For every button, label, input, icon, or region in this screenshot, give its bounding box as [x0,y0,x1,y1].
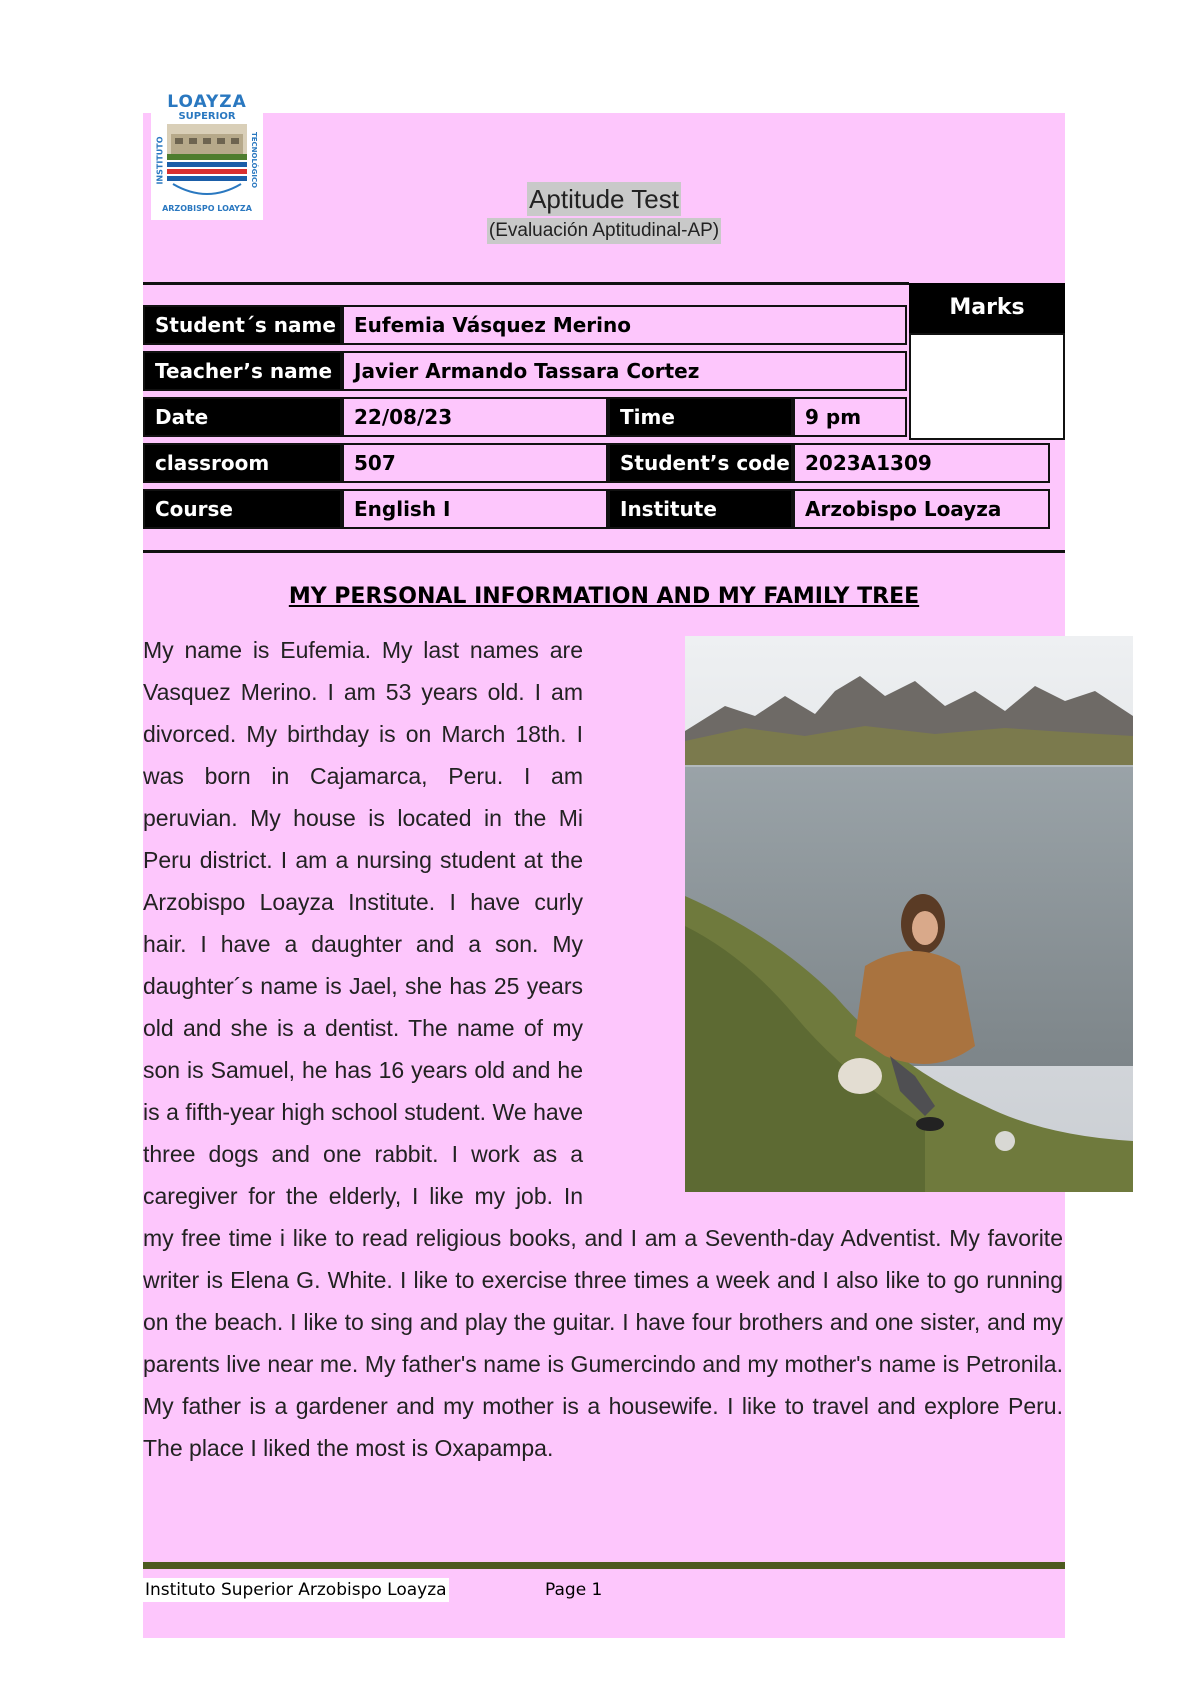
course-label: Course [143,489,342,529]
classroom-value: 507 [342,443,608,483]
document-title: Aptitude Test [529,184,679,214]
institute-label: Institute [608,489,793,529]
date-value: 22/08/23 [342,397,608,437]
classroom-label: classroom [143,443,342,483]
top-rule [143,282,909,285]
logo-left-text: INSTITUTO [155,136,165,185]
student-code-label: Student’s code [608,443,793,483]
teacher-name-label: Teacher’s name [143,351,342,391]
footer-rule [143,1562,1065,1569]
student-name-value: Eufemia Vásquez Merino [342,305,907,345]
student-code-value: 2023A1309 [793,443,1050,483]
footer-page-number: Page 1 [545,1580,603,1600]
marks-heading: Marks [909,283,1065,333]
logo-sub-text: SUPERIOR [178,111,236,122]
marks-box [909,333,1065,440]
footer-institution: Instituto Superior Arzobispo Loayza [145,1580,447,1600]
date-label: Date [143,397,342,437]
body-text: My name is Eufemia. My last names are Vasquez Merino. I am 53 years old. I am divorced. My birthday is on March 18th. I was born in Cajamarca, Peru. I am peruvian. My house is located in the Mi Peru district. I am a nursing student at the Arzobispo Loayza Institute. I have curly hair. I have a daughter and a son. My daughter´s name is Jael, she has 25 years old and she is a dentist. The name of my son is Samuel, he has 16 years old and he is a fifth-year high school student. We have three dogs and one rabbit. I work as a caregiver for the elderly, I like my job. In my free time i like to read religious books, and I am a Seventh-day Adventist. My favorite writer is Elena G. White. I like to exercise three times a week and I also like to go running on the beach. I like to sing and play the guitar. I have four brothers and one sister, and my parents live near me. My father's name is Gumercindo and my mother's name is Petronila. My father is a gardener and my mother is a housewife. I like to travel and explore Peru. The place I liked the most is Oxapampa. [143,637,1063,1461]
logo-top-text: LOAYZA [167,92,247,112]
section-heading: MY PERSONAL INFORMATION AND MY FAMILY TREE [288,584,920,609]
lake-photo [685,636,1133,1192]
document-subtitle: (Evaluación Aptitudinal-AP) [487,218,721,244]
teacher-name-value: Javier Armando Tassara Cortez [342,351,907,391]
student-name-label: Student´s name [143,305,342,345]
time-label: Time [608,397,793,437]
institute-value: Arzobispo Loayza [793,489,1050,529]
document-header [143,182,1065,244]
section-rule [143,550,1065,553]
logo-right-text: TECNOLÓGICO [250,131,258,189]
logo-bottom-text: ARZOBISPO LOAYZA [162,204,252,213]
time-value: 9 pm [793,397,907,437]
lake-photo-image [685,636,1133,1192]
course-value: English I [342,489,608,529]
